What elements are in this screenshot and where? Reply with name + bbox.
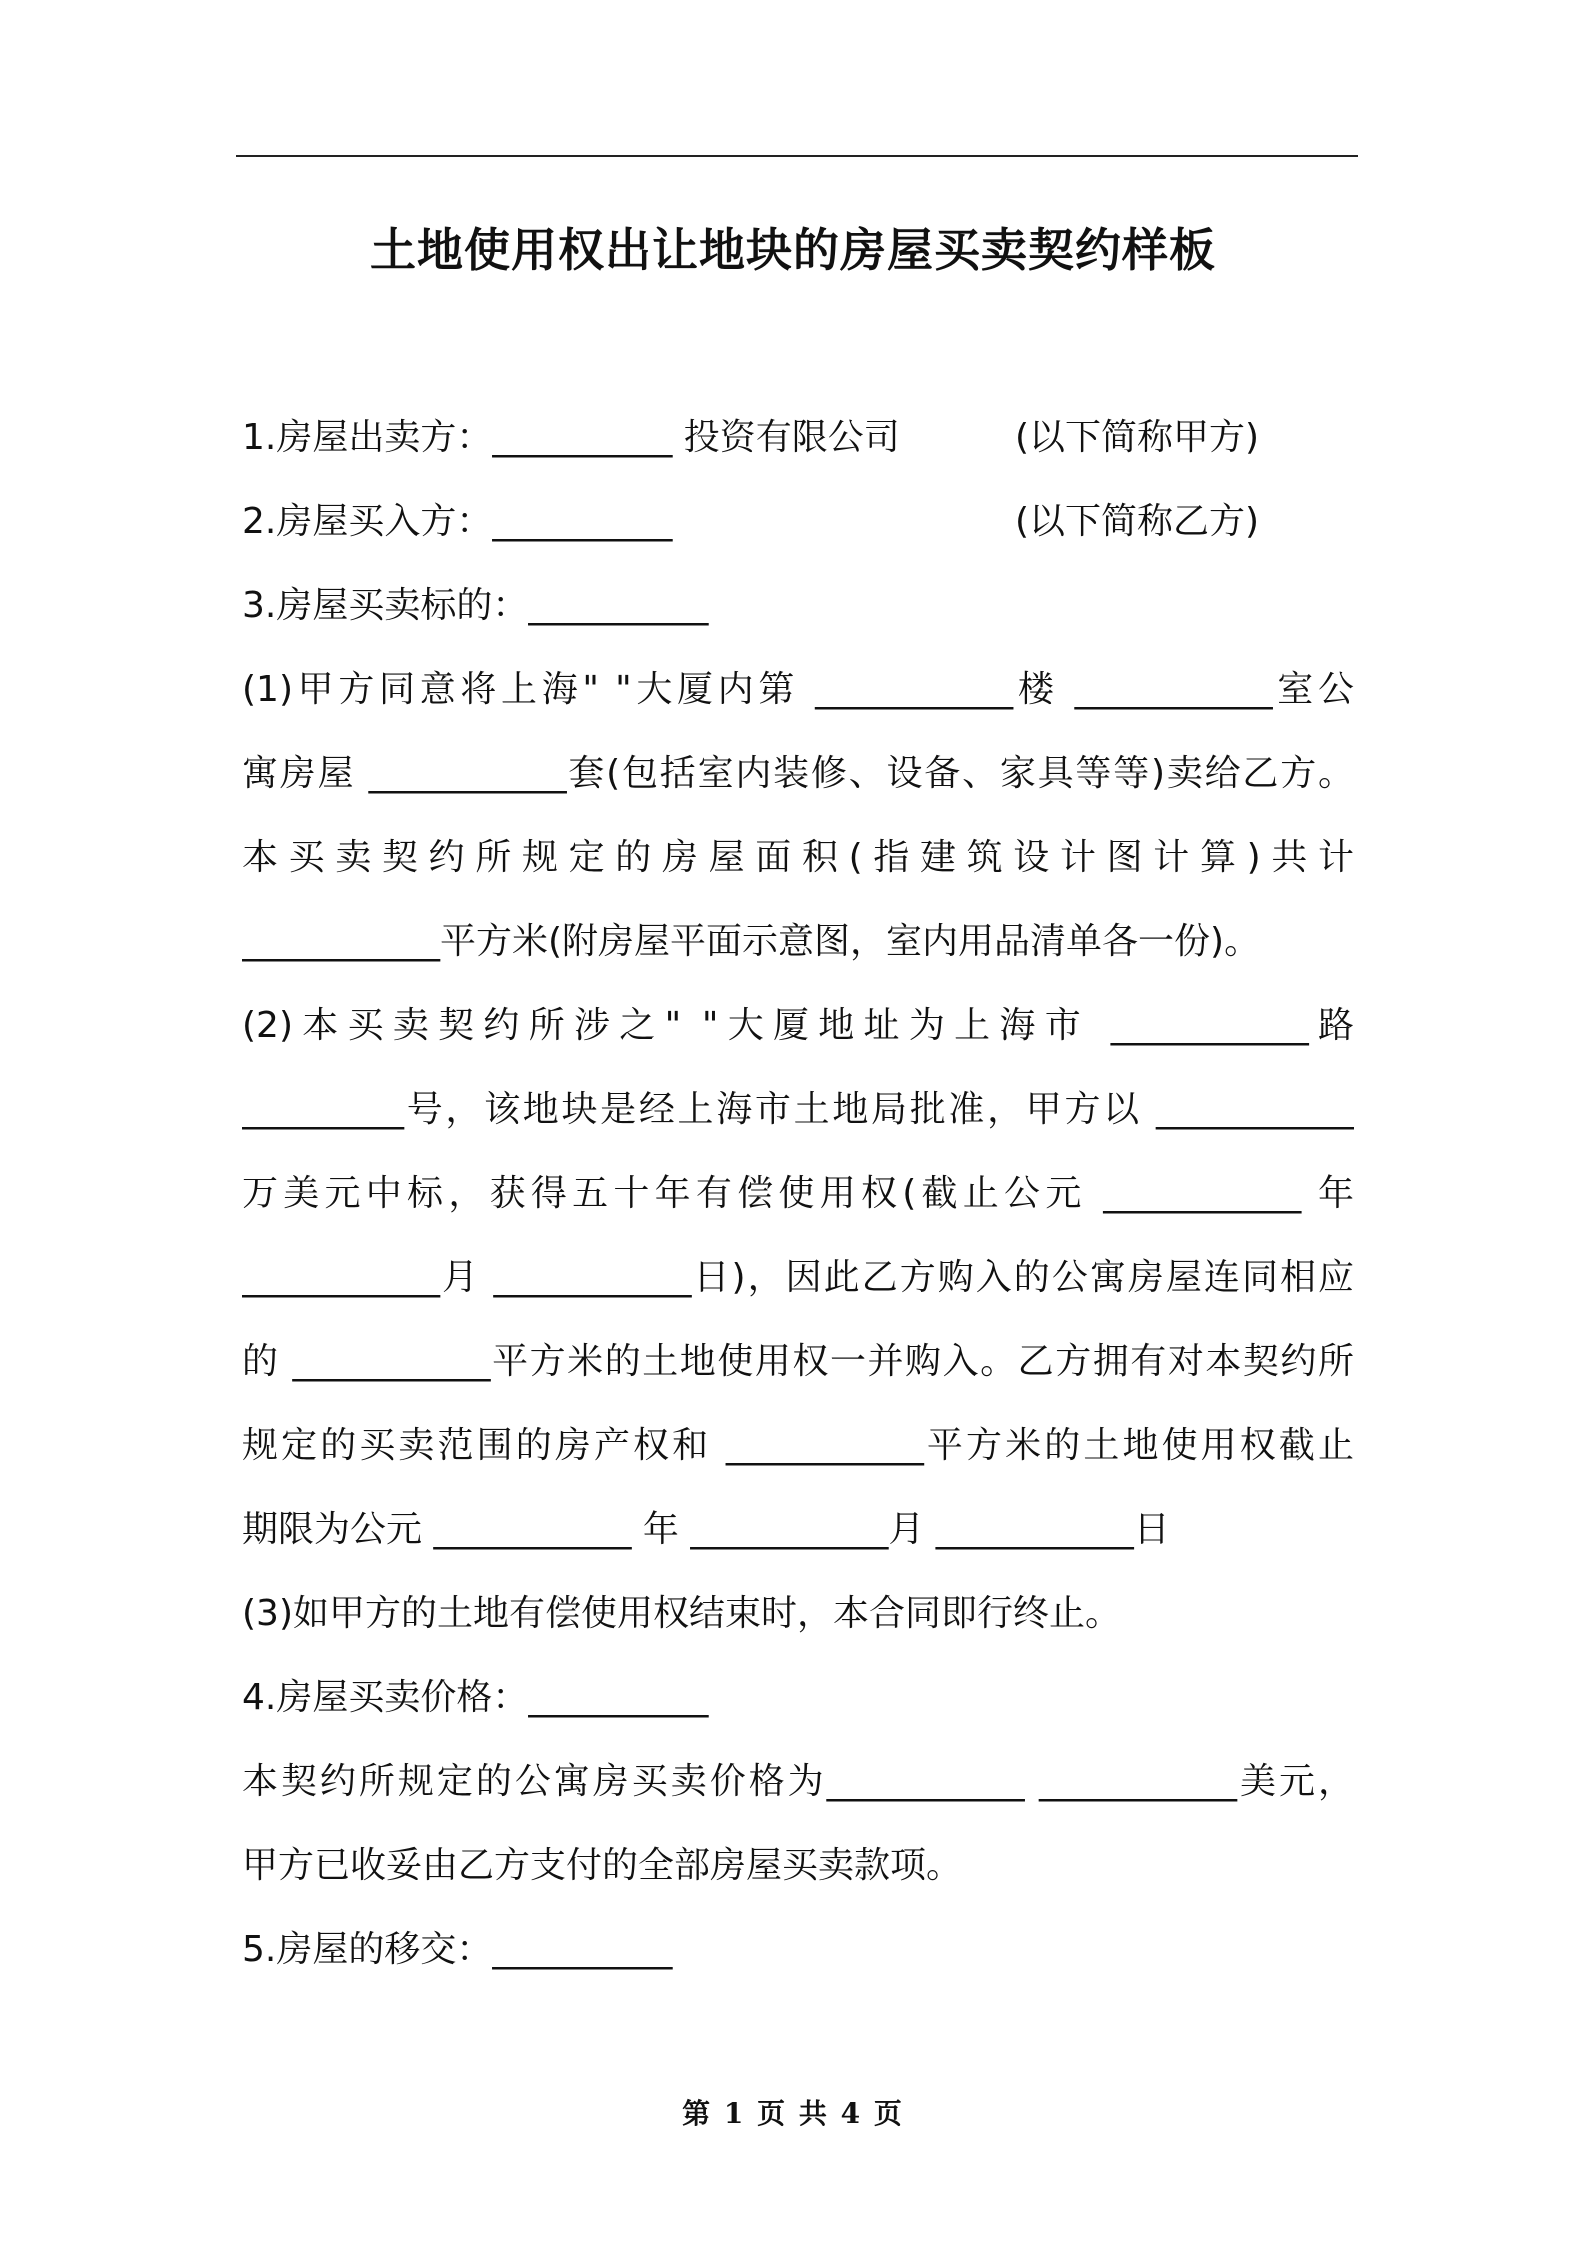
clause-note: (以下简称乙方) [1015,501,1260,542]
clause-line-9: _________号，该地块是经上海市土地局批准，甲方以 ___________ [242,1089,1354,1130]
clause-line-17: 本契约所规定的公寓房买卖价格为___________ ___________美元， [242,1761,1354,1802]
document-title: 土地使用权出让地块的房屋买卖契约样板 [370,223,1216,277]
clause-line-3: 3.房屋买卖标的：__________ [242,585,709,626]
clause-line-12: 的 ___________平方米的土地使用权一并购入。乙方拥有对本契约所 [242,1341,1354,1382]
clause-line-13: 规定的买卖范围的房产权和 ___________平方米的土地使用权截止 [242,1425,1354,1466]
clause-line-8: (2)本买卖契约所涉之" "大厦地址为上海市 ___________路 [242,1005,1354,1046]
clause-line-7: ___________平方米(附房屋平面示意图，室内用品清单各一份)。 [242,921,1261,962]
page-number: 第 1 页 共 4 页 [682,2097,904,2130]
clause-text: 2.房屋买入方：__________ [242,501,673,542]
clause-line-15: (3)如甲方的土地有偿使用权结束时，本合同即行终止。 [242,1593,1121,1634]
clause-line-2 [242,480,1354,564]
clause-note: (以下简称甲方) [1015,417,1260,458]
clause-line-16: 4.房屋买卖价格：__________ [242,1677,709,1718]
clause-line-19: 5.房屋的移交：__________ [242,1929,673,1970]
clause-text: 1.房屋出卖方：__________ 投资有限公司 [242,417,900,458]
clause-line-1 [242,396,1354,480]
clause-line-11: ___________月 ___________日)，因此乙方购入的公寓房屋连同相应 [242,1257,1354,1298]
clause-line-18: 甲方已收妥由乙方支付的全部房屋买卖款项。 [242,1845,963,1886]
clause-line-5: 寓房屋 ___________套(包括室内装修、设备、家具等等)卖给乙方。 [242,753,1354,794]
clause-line-4: (1)甲方同意将上海" "大厦内第 ___________楼 ___________室公 [242,669,1354,710]
header-rule [236,155,1358,157]
clause-line-6: 本买卖契约所规定的房屋面积(指建筑设计图计算)共计 [242,837,1354,878]
clause-line-10: 万美元中标，获得五十年有偿使用权(截止公元 ___________ 年 [242,1173,1354,1214]
clause-line-14: 期限为公元 ___________ 年 ___________月 ___________日 [242,1509,1170,1550]
